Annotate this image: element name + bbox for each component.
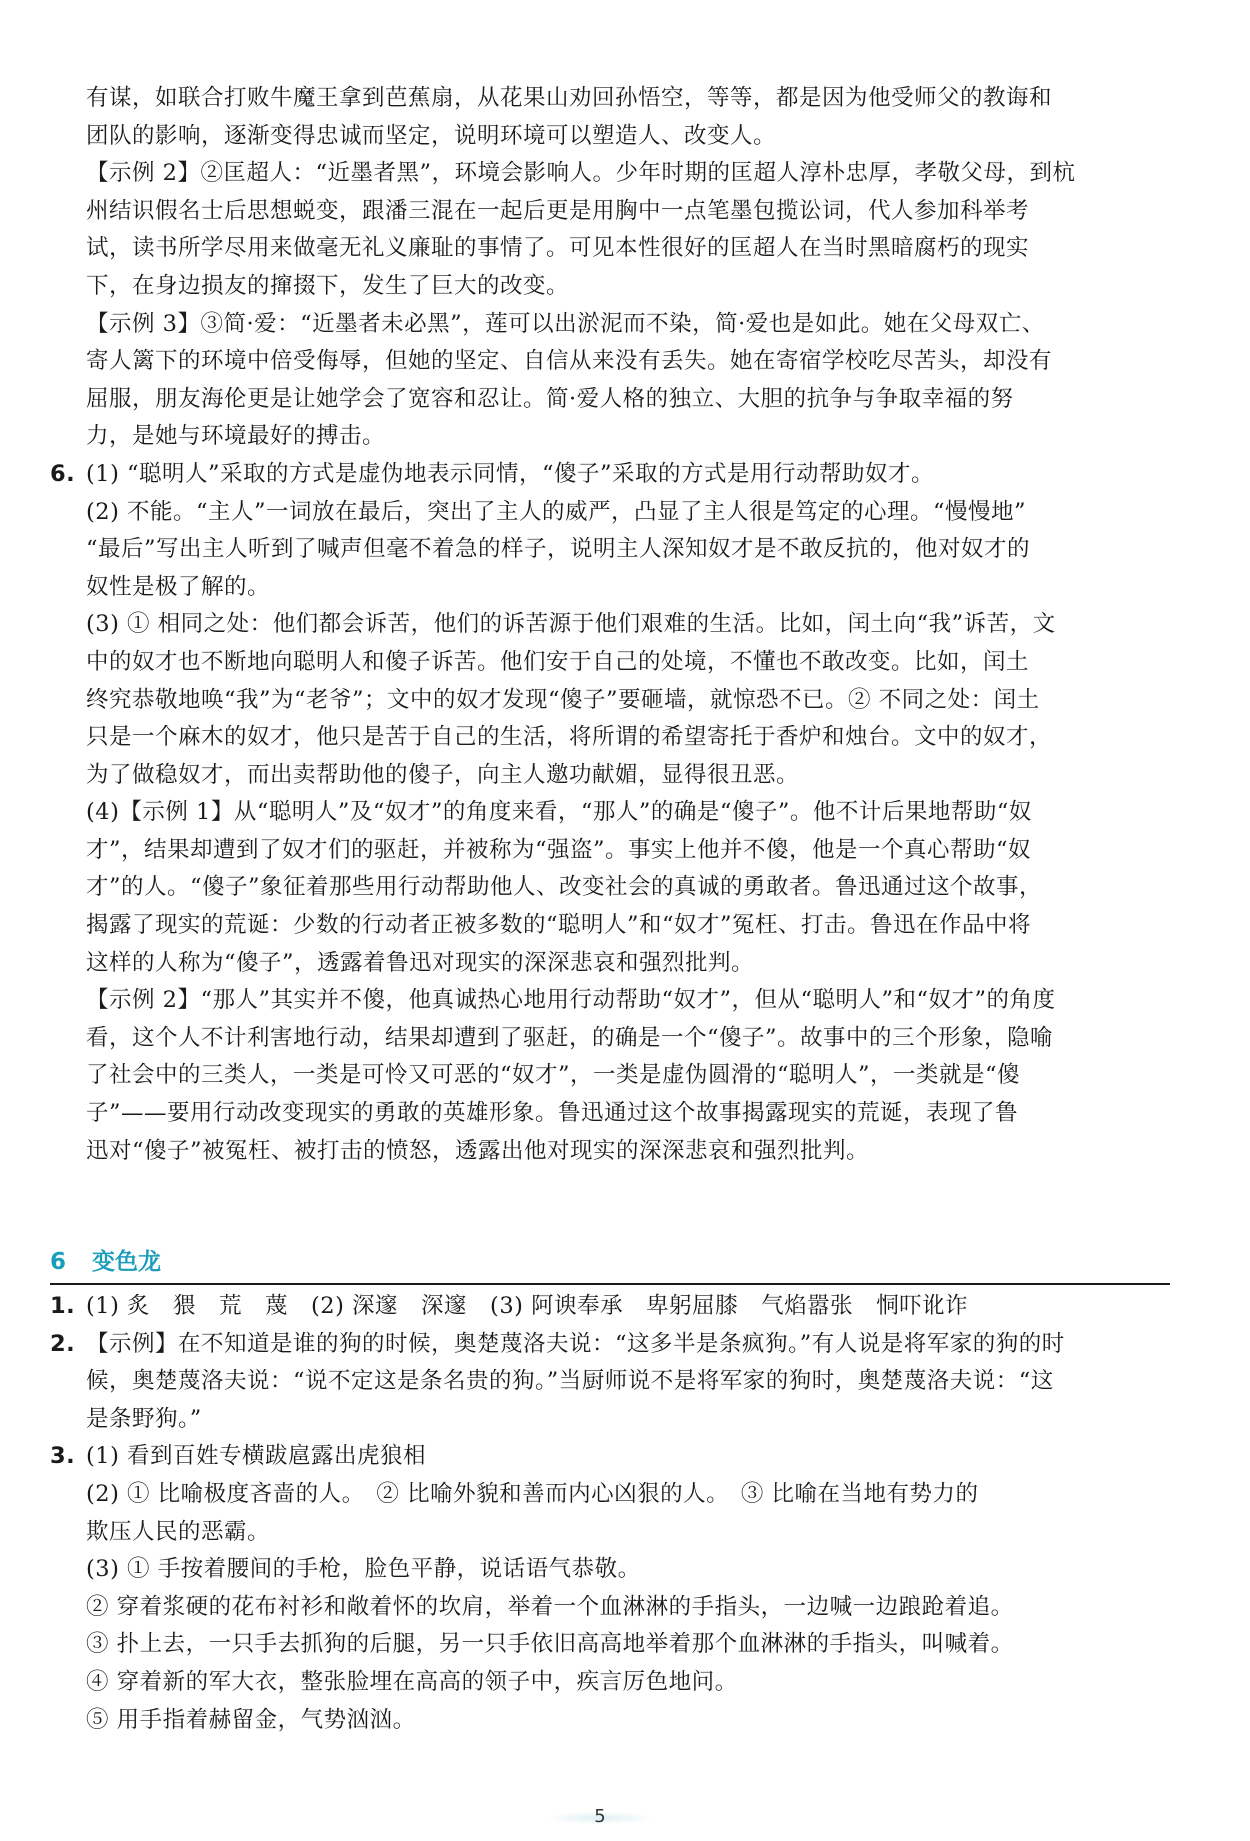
line-text: (2) ① 比喻极度吝啬的人。 ② 比喻外貌和善而内心凶狠的人。 ③ 比喻在当地有势力的	[86, 1480, 979, 1507]
text-line	[50, 569, 1170, 607]
question-number: 2.	[50, 1330, 76, 1357]
line-text: (3) ① 相同之处：他们都会诉苦，他们的诉苦源于他们艰难的生活。比如，闰土向“我”诉苦，文	[86, 611, 1056, 638]
line-text: 力，是她与环境最好的搏击。	[86, 423, 386, 450]
text-line	[50, 1288, 1170, 1326]
line-text: 才”的人。“傻子”象征着那些用行动帮助他人、改变社会的真诚的勇敢者。鲁迅通过这个故事，	[86, 874, 1043, 901]
line-text: (1) 炙 猥 荒 蔑 (2) 深邃 深邃 (3) 阿谀奉承 卑躬屈膝 气焰嚣张 恫吓讹诈	[86, 1293, 969, 1319]
line-text: 看，这个人不计利害地行动，结果却遭到了驱赶，的确是一个“傻子”。故事中的三个形象，隐喻	[86, 1024, 1054, 1051]
line-text: 【示例 2】②匡超人：“近墨者黑”，环境会影响人。少年时期的匡超人淳朴忠厚，孝敬父母，到杭	[86, 160, 1076, 187]
text-line	[50, 1095, 1170, 1133]
text-line	[50, 1326, 1170, 1364]
text-line	[50, 268, 1170, 306]
text-line	[50, 1476, 1170, 1514]
text-line	[50, 1133, 1170, 1171]
text-line	[50, 456, 1170, 494]
text-line	[50, 494, 1170, 532]
line-text: 团队的影响，逐渐变得忠诚而坚定，说明环境可以塑造人、改变人。	[86, 122, 777, 149]
text-line	[50, 757, 1170, 795]
text-line	[50, 1589, 1170, 1627]
line-text: ② 穿着浆硬的花布衬衫和敞着怀的坎肩，举着一个血淋淋的手指头，一边喊一边踉跄着追。	[86, 1593, 1014, 1620]
line-text: 是条野狗。”	[86, 1405, 202, 1432]
text-line	[50, 794, 1170, 832]
line-text: 【示例 3】③简·爱：“近墨者未必黑”，莲可以出淤泥而不染，简·爱也是如此。她在父母双亡、	[86, 310, 1045, 337]
text-line	[50, 1551, 1170, 1589]
line-text: (4)【示例 1】从“聪明人”及“奴才”的角度来看，“那人”的确是“傻子”。他不计后果地帮助“奴	[86, 799, 1032, 826]
question-number: 1.	[50, 1293, 76, 1319]
text-line	[50, 381, 1170, 419]
page-number: 5	[594, 1806, 606, 1827]
line-text: 才”，结果却遭到了奴才们的驱赶，并被称为“强盗”。事实上他并不傻，他是一个真心帮助“奴	[86, 836, 1032, 863]
text-line	[50, 1514, 1170, 1552]
line-text: “最后”写出主人听到了喊声但毫不着急的样子，说明主人深知奴才是不敢反抗的，他对奴才的	[86, 536, 1031, 563]
text-line	[50, 1626, 1170, 1664]
text-line	[50, 1702, 1170, 1740]
text-line	[50, 1664, 1170, 1702]
text-line	[50, 531, 1170, 569]
question-number: 3.	[50, 1443, 76, 1470]
line-text: 中的奴才也不断地向聪明人和傻子诉苦。他们安于自己的处境，不懂也不敢改变。比如，闰土	[86, 648, 1030, 675]
text-line	[50, 1401, 1170, 1439]
line-text: 【示例 2】“那人”其实并不傻，他真诚热心地用行动帮助“奴才”，但从“聪明人”和“奴才”的角度	[86, 987, 1056, 1014]
text-line	[50, 1363, 1170, 1401]
line-text: (3) ① 手按着腰间的手枪，脸色平静，说话语气恭敬。	[86, 1556, 641, 1583]
line-text: 试，读书所学尽用来做毫无礼义廉耻的事情了。可见本性很好的匡超人在当时黑暗腐朽的现实	[86, 235, 1030, 262]
text-line	[50, 606, 1170, 644]
text-line	[50, 193, 1170, 231]
line-text: 奴性是极了解的。	[86, 573, 271, 600]
section-divider	[50, 1283, 1170, 1285]
line-text: ③ 扑上去，一只手去抓狗的后腿，另一只手依旧高高地举着那个血淋淋的手指头，叫喊着。	[86, 1631, 1014, 1658]
answer-block-bottom	[50, 1288, 1170, 1739]
line-text: (2) 不能。“主人”一词放在最后，突出了主人的威严，凸显了主人很是笃定的心理。“慢慢地”	[86, 498, 1027, 525]
text-line	[50, 832, 1170, 870]
line-text: 【示例】在不知道是谁的狗的时候，奥楚蔑洛夫说：“这多半是条疯狗。”有人说是将军家的狗的时	[86, 1330, 1065, 1357]
text-line	[50, 418, 1170, 456]
line-text: 终究恭敬地唤“我”为“老爷”；文中的奴才发现“傻子”要砸墙，就惊恐不已。② 不同之处：闰土	[86, 686, 1040, 713]
section-number: 6	[50, 1249, 67, 1275]
line-text: 为了做稳奴才，而出卖帮助他的傻子，向主人邀功献媚，显得很丑恶。	[86, 761, 800, 788]
line-text: ④ 穿着新的军大衣，整张脸埋在高高的领子中，疾言厉色地问。	[86, 1668, 738, 1695]
answer-block-top	[50, 80, 1170, 1170]
text-line	[50, 155, 1170, 193]
text-line	[50, 118, 1170, 156]
line-text: (1) “聪明人”采取的方式是虚伪地表示同情，“傻子”采取的方式是用行动帮助奴才。	[86, 460, 935, 487]
text-line	[50, 306, 1170, 344]
line-text: 欺压人民的恶霸。	[86, 1518, 271, 1545]
line-text: 子”——要用行动改变现实的勇敢的英雄形象。鲁迅通过这个故事揭露现实的荒诞，表现了鲁	[86, 1100, 1019, 1127]
line-text: 州结识假名士后思想蜕变，跟潘三混在一起后更是用胸中一点笔墨包揽讼词，代人参加科举考	[86, 197, 1030, 224]
text-line	[50, 1057, 1170, 1095]
line-text: 这样的人称为“傻子”，透露着鲁迅对现实的深深悲哀和强烈批判。	[86, 949, 755, 976]
line-text: 屈服，朋友海伦更是让她学会了宽容和忍让。简·爱人格的独立、大胆的抗争与争取幸福的努	[86, 385, 1014, 412]
text-line	[50, 644, 1170, 682]
line-text: 迅对“傻子”被冤枉、被打击的愤怒，透露出他对现实的深深悲哀和强烈批判。	[86, 1137, 870, 1164]
line-text: 下，在身边损友的撺掇下，发生了巨大的改变。	[86, 272, 570, 299]
text-line	[50, 682, 1170, 720]
line-text: 了社会中的三类人，一类是可怜又可恶的“奴才”，一类是虚伪圆滑的“聪明人”，一类就是“傻	[86, 1062, 1021, 1089]
section-title: 变色龙	[92, 1249, 162, 1275]
line-text: ⑤ 用手指着赫留金，气势汹汹。	[86, 1706, 416, 1733]
text-line	[50, 907, 1170, 945]
line-text: (1) 看到百姓专横跋扈露出虎狼相	[86, 1443, 427, 1470]
text-line	[50, 80, 1170, 118]
line-text: 候，奥楚蔑洛夫说：“说不定这是条名贵的狗。”当厨师说不是将军家的狗时，奥楚蔑洛夫说：“这	[86, 1368, 1054, 1395]
line-text: 揭露了现实的荒诞：少数的行动者正被多数的“聪明人”和“奴才”冤枉、打击。鲁迅在作品中将	[86, 912, 1032, 939]
text-line	[50, 869, 1170, 907]
question-number: 6.	[50, 460, 76, 487]
line-text: 有谋，如联合打败牛魔王拿到芭蕉扇，从花果山劝回孙悟空，等等，都是因为他受师父的教诲和	[86, 85, 1053, 111]
line-text: 寄人篱下的环境中倍受侮辱，但她的坚定、自信从来没有丢失。她在寄宿学校吃尽苦头，却没有	[86, 348, 1053, 375]
text-line	[50, 719, 1170, 757]
section-heading	[50, 1245, 1170, 1279]
text-line	[50, 1020, 1170, 1058]
text-line	[50, 230, 1170, 268]
text-line	[50, 945, 1170, 983]
text-line	[50, 982, 1170, 1020]
text-line	[50, 343, 1170, 381]
text-line	[50, 1438, 1170, 1476]
line-text: 只是一个麻木的奴才，他只是苦于自己的生活，将所谓的希望寄托于香炉和烛台。文中的奴才，	[86, 724, 1053, 751]
